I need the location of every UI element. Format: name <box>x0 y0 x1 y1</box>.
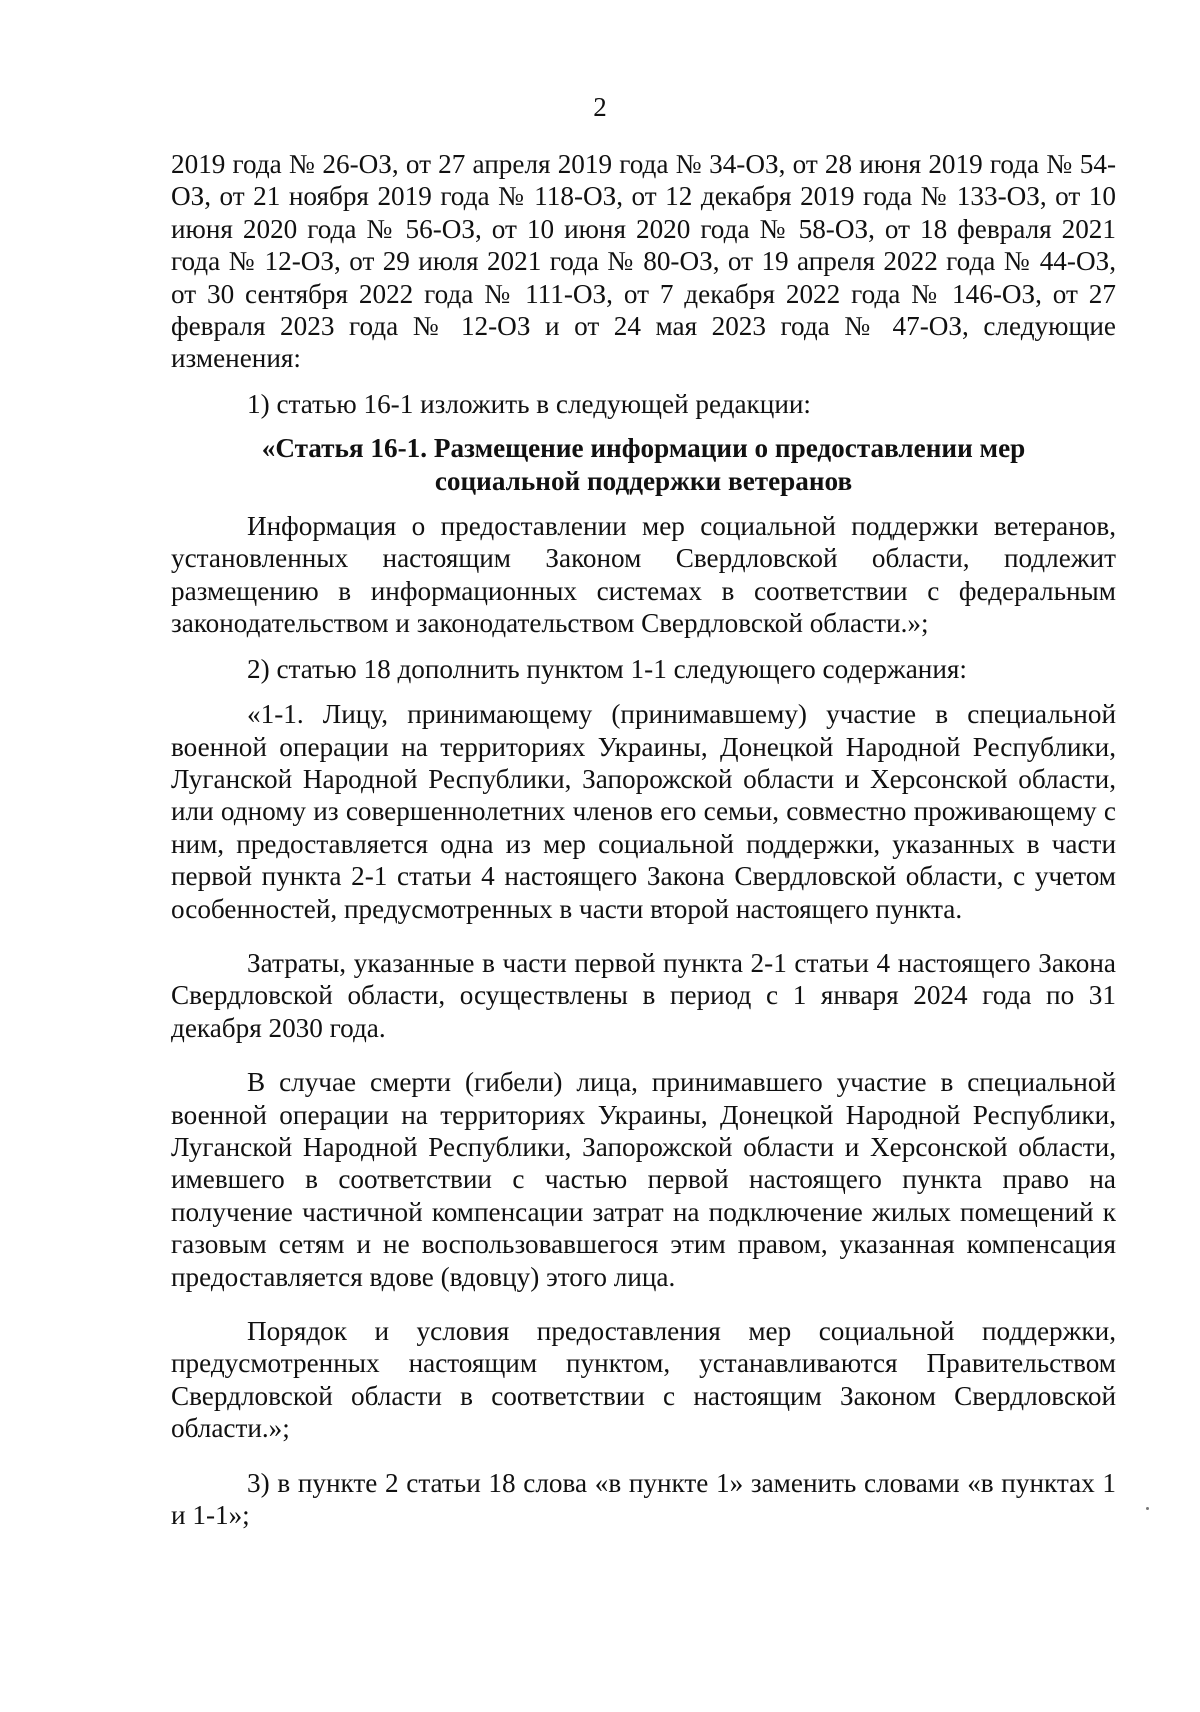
article-16-1-heading <box>171 432 1116 497</box>
scan-speck <box>1146 1507 1149 1510</box>
point-1-1-part-2: Затраты, указанные в части первой пункта 2-1 статьи 4 настоящего Закона Свердловской области, осуществлены в период с 1 января 2024 года по 31 декабря 2030 года. <box>171 947 1116 1043</box>
article-heading-line-2: социальной поддержки ветеранов <box>434 465 853 496</box>
article-heading-line-1: «Статья 16-1. Размещение информации о предоставлении мер <box>261 433 1026 464</box>
page-number: 2 <box>593 92 607 122</box>
intro-paragraph: 2019 года № 26-ОЗ, от 27 апреля 2019 года № 34-ОЗ, от 28 июня 2019 года № 54-ОЗ, от 21 ноября 2019 года № 118-ОЗ, от 12 декабря 2019 года № 133-ОЗ, от 10 июня 2020 года № 56-ОЗ, от 10 июня 2020 года № 58-ОЗ, от 18 февраля 2021 года № 12-ОЗ, от 29 июля 2021 года № 80-ОЗ, от 19 апреля 2022 года № 44-ОЗ, от 30 сентября 2022 года № 111-ОЗ, от 7 декабря 2022 года № 146-ОЗ, от 27 февраля 2023 года № 12-ОЗ и от 24 мая 2023 года № 47-ОЗ, следующие изменения: <box>171 149 1116 374</box>
amendment-item-1: 1) статью 16-1 изложить в следующей редакции: <box>247 388 811 419</box>
document-body <box>171 148 1116 1531</box>
article-16-1-body: Информация о предоставлении мер социальной поддержки ветеранов, установленных настоящим Законом Свердловской области, подлежит размещению в информационных системах в соответствии с федеральным законодательством и законодательством Свердловской области.»; <box>171 511 1116 639</box>
amendment-item-2: 2) статью 18 дополнить пунктом 1-1 следующего содержания: <box>247 653 967 684</box>
point-1-1-part-3: В случае смерти (гибели) лица, принимавшего участие в специальной военной операции на территориях Украины, Донецкой Народной Республики, Луганской Народной Республики, Запорожской области и Херсонской области, имевшего в соответствии с частью первой настоящего пункта право на получение частичной компенсации затрат на подключение жилых помещений к газовым сетям и не воспользовавшегося этим правом, указанная компенсация предоставляется вдове (вдовцу) этого лица. <box>171 1067 1116 1292</box>
point-1-1-part-4: Порядок и условия предоставления мер социальной поддержки, предусмотренных настоящим пунктом, устанавливаются Правительством Свердловской области в соответствии с настоящим Законом Свердловской области.»; <box>171 1316 1116 1444</box>
point-1-1-part-1: «1-1. Лицу, принимающему (принимавшему) участие в специальной военной операции на территориях Украины, Донецкой Народной Республики, Луганской Народной Республики, Запорожской области и Херсонской области, или одному из совершеннолетних членов его семьи, совместно проживающему с ним, предоставляется одна из мер социальной поддержки, указанных в части первой пункта 2-1 статьи 4 настоящего Закона Свердловской области, с учетом особенностей, предусмотренных в части второй настоящего пункта. <box>171 699 1116 924</box>
amendment-item-3: 3) в пункте 2 статьи 18 слова «в пункте 1» заменить словами «в пунктах 1 и 1-1»; <box>171 1467 1116 1531</box>
